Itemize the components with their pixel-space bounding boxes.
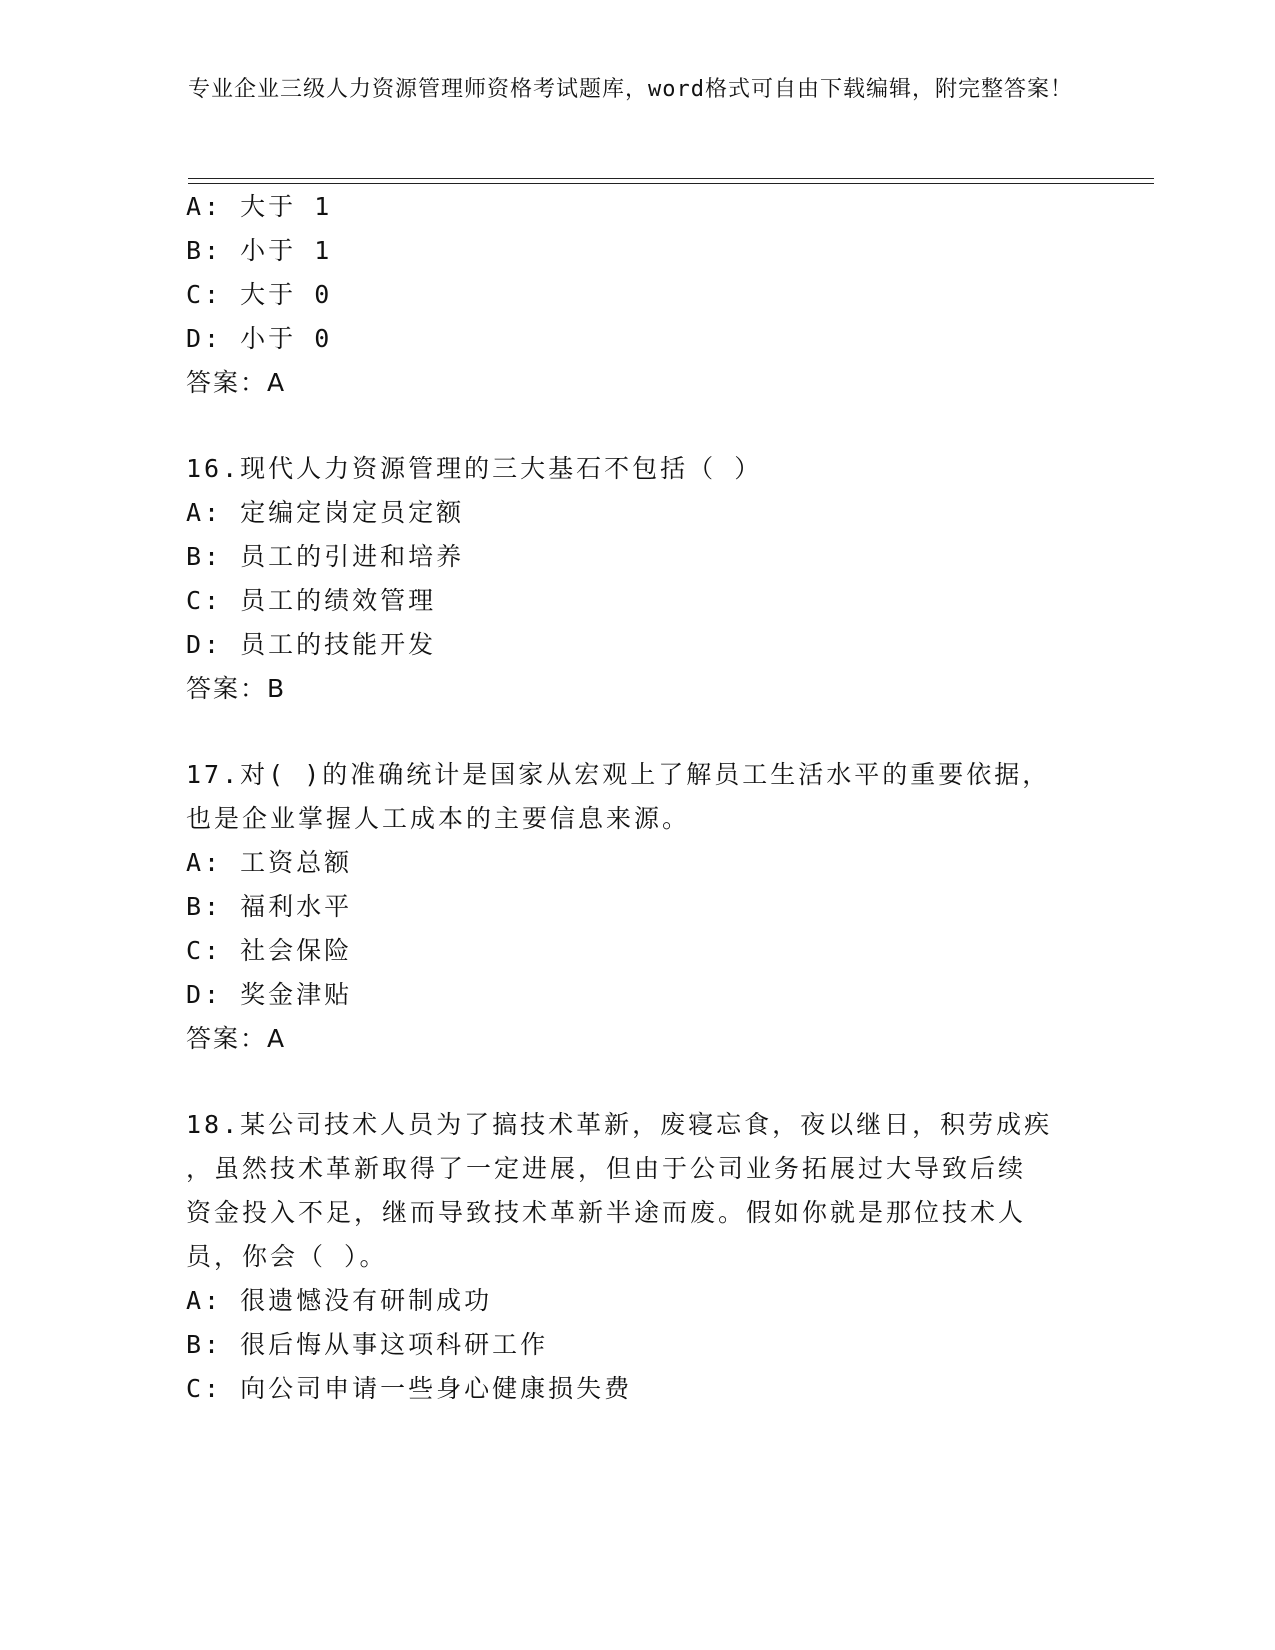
q16-question: 16.现代人力资源管理的三大基石不包括（ ） — [186, 454, 763, 483]
q15-answer: 答案：A — [186, 368, 287, 397]
q16-option-a: A: 定编定岗定员定额 — [186, 498, 465, 527]
q18-question-line-3: 资金投入不足，继而导致技术革新半途而废。假如你就是那位技术人 — [186, 1198, 1027, 1227]
q17-option-a: A: 工资总额 — [186, 848, 353, 877]
q15-option-a: A: 大于 1 — [186, 192, 333, 221]
q15-option-c: C: 大于 0 — [186, 280, 333, 309]
q18-option-a: A: 很遗憾没有研制成功 — [186, 1286, 493, 1315]
q15-option-b: B: 小于 1 — [186, 236, 333, 265]
q16-option-d: D: 员工的技能开发 — [186, 630, 437, 659]
q17-option-b: B: 福利水平 — [186, 892, 353, 921]
q17-option-c: C: 社会保险 — [186, 936, 353, 965]
q16-option-c: C: 员工的绩效管理 — [186, 586, 437, 615]
header-divider-bottom — [188, 183, 1154, 184]
q18-option-b: B: 很后悔从事这项科研工作 — [186, 1330, 549, 1359]
q16-option-b: B: 员工的引进和培养 — [186, 542, 465, 571]
q17-answer: 答案：A — [186, 1024, 287, 1053]
q16-answer: 答案：B — [186, 674, 287, 703]
q17-option-d: D: 奖金津贴 — [186, 980, 353, 1009]
q18-question-line-2: ，虽然技术革新取得了一定进展，但由于公司业务拓展过大导致后续 — [186, 1154, 1027, 1183]
q18-question-line-1: 18.某公司技术人员为了搞技术革新，废寝忘食，夜以继日，积劳成疾 — [186, 1110, 1053, 1139]
q17-question-line-2: 也是企业掌握人工成本的主要信息来源。 — [186, 804, 691, 833]
header-divider-top — [188, 178, 1154, 179]
q15-option-d: D: 小于 0 — [186, 324, 333, 353]
q18-question-line-4: 员，你会（ ）。 — [186, 1242, 388, 1271]
q17-question-line-1: 17.对( )的准确统计是国家从宏观上了解员工生活水平的重要依据， — [186, 760, 1051, 789]
q18-option-c: C: 向公司申请一些身心健康损失费 — [186, 1374, 633, 1403]
document-header: 专业企业三级人力资源管理师资格考试题库，word格式可自由下载编辑，附完整答案！ — [188, 77, 1073, 102]
